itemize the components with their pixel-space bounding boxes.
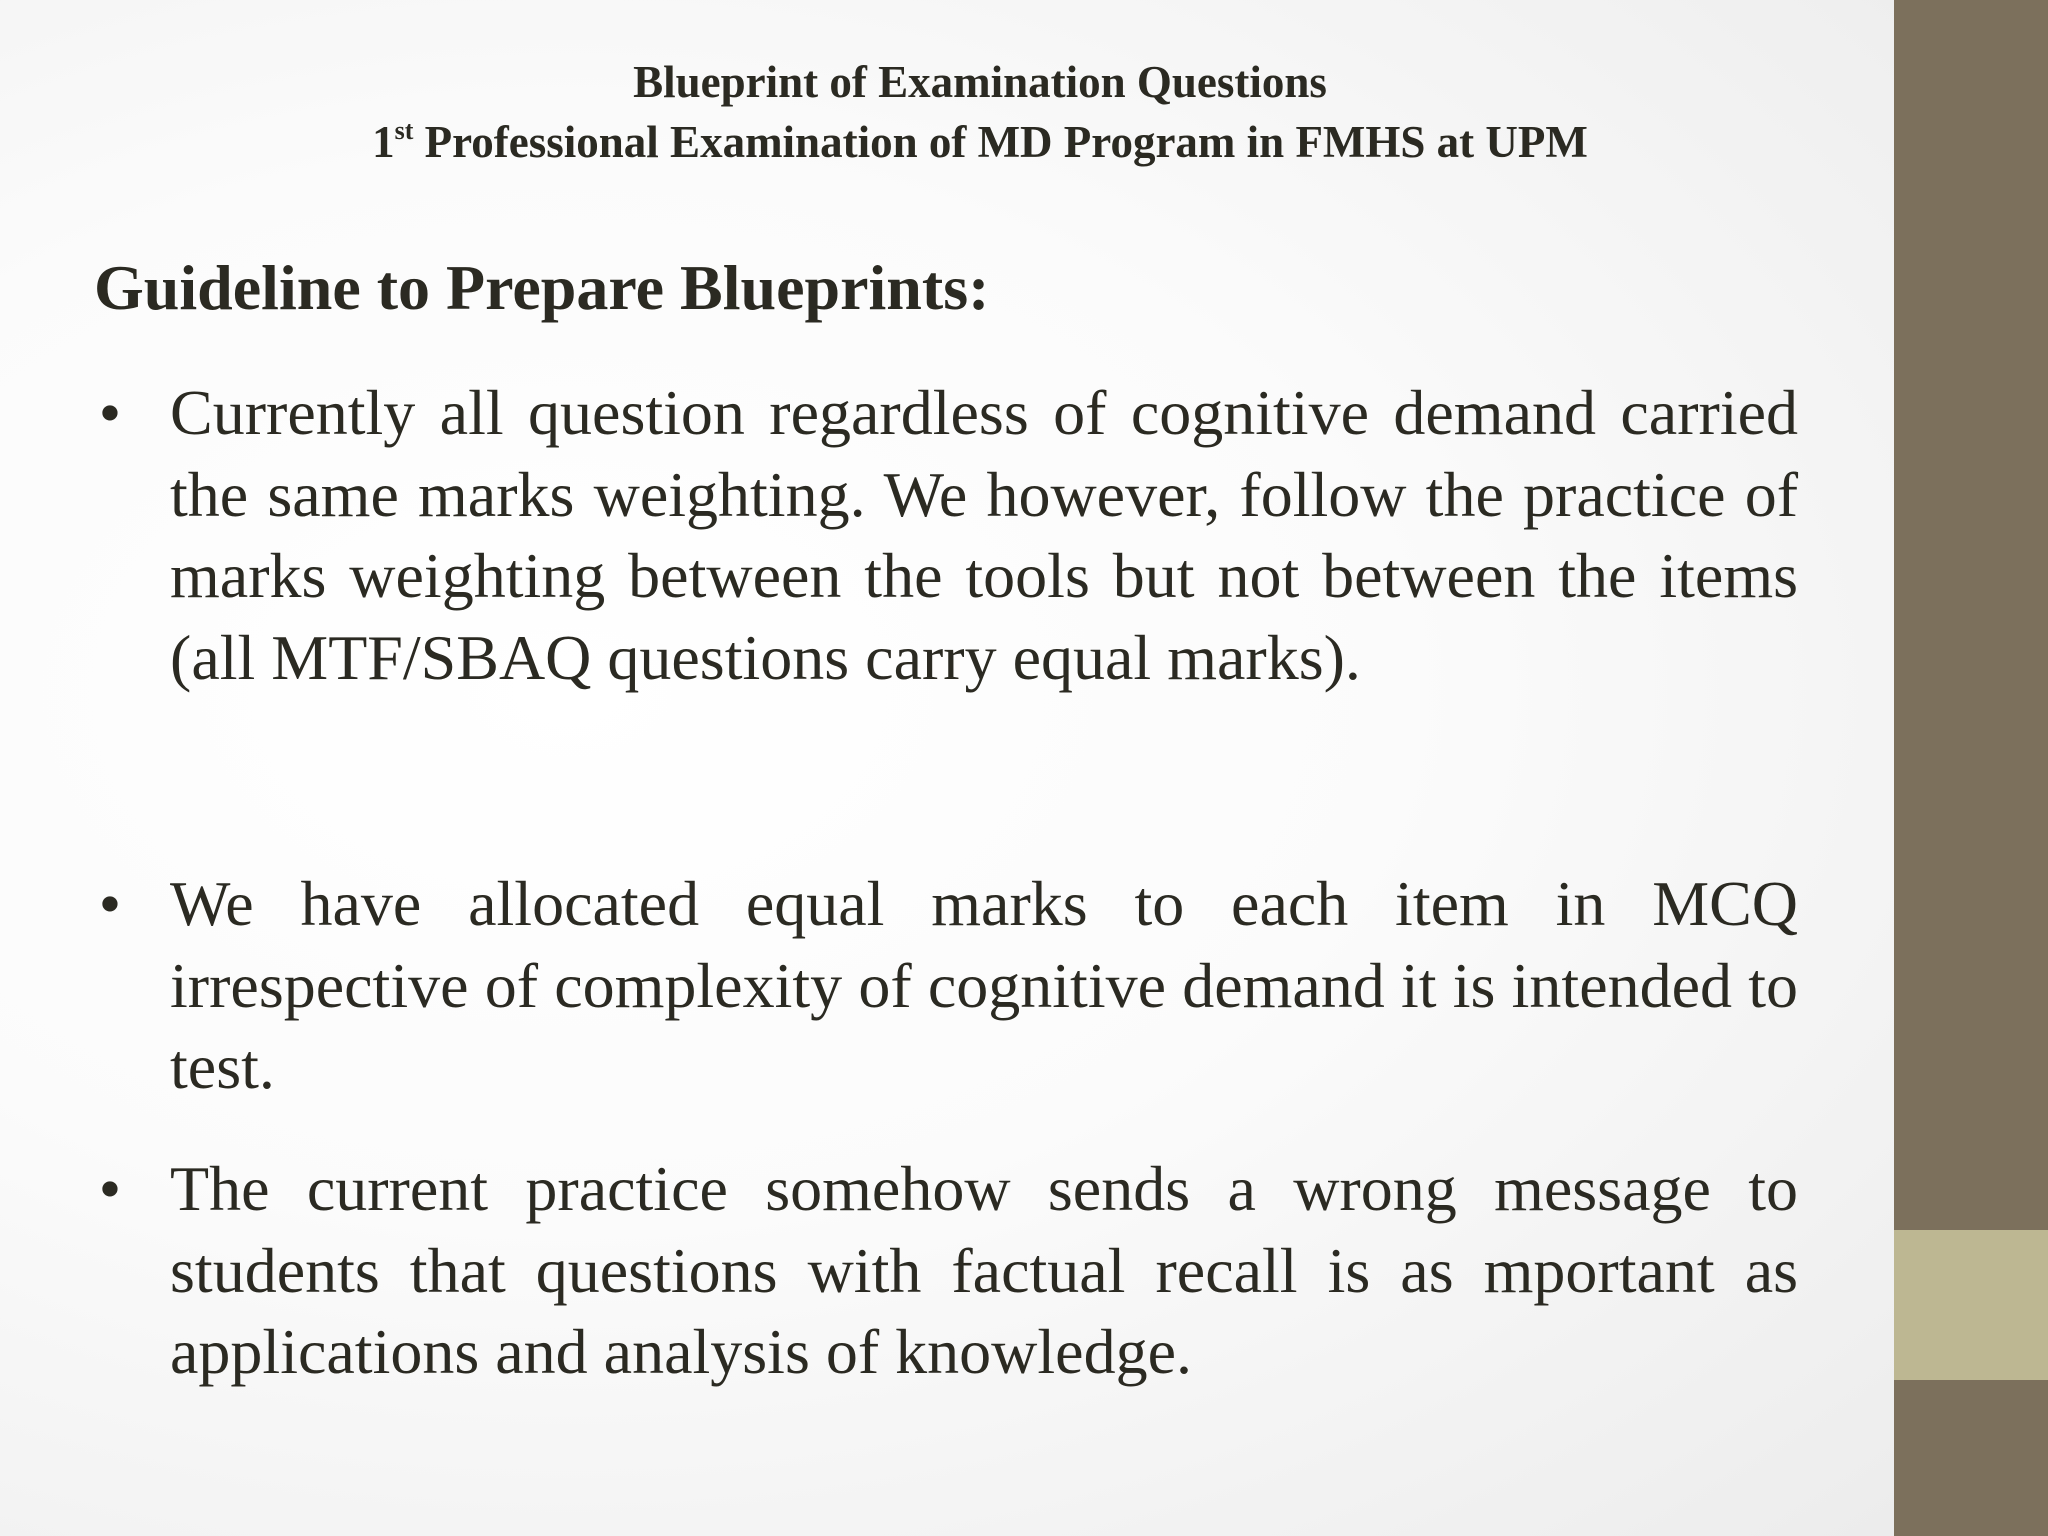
header-subtitle-text: Professional Examination of MD Program in FMHS at UPM (413, 117, 1588, 167)
header-subtitle-superscript: st (394, 116, 414, 145)
bullet-text: Currently all question regardless of cognitive demand carried the same marks weighting. We however, follow the practice of marks weighting between the tools but not between the items (all MTF/SBAQ questions carry equal marks). (170, 377, 1798, 693)
bullet-text: We have allocated equal marks to each item in MCQ irrespective of complexity of cognitive demand it is intended to test. (170, 868, 1798, 1102)
bullet-dot-icon: • (98, 377, 122, 448)
section-heading: Guideline to Prepare Blueprints: (94, 252, 990, 323)
bullet-dot-icon: • (98, 868, 122, 939)
bullet-item (98, 372, 1798, 698)
header-subtitle-number: 1 (372, 117, 395, 167)
header-title: Blueprint of Examination Questions (633, 57, 1327, 107)
bullet-text: The current practice somehow sends a wrong message to students that questions with factual recall is as mportant as applications and analysis of knowledge. (170, 1153, 1798, 1387)
bullet-item (98, 1148, 1798, 1393)
bullet-item (98, 863, 1798, 1108)
bullet-dot-icon: • (98, 1153, 122, 1224)
